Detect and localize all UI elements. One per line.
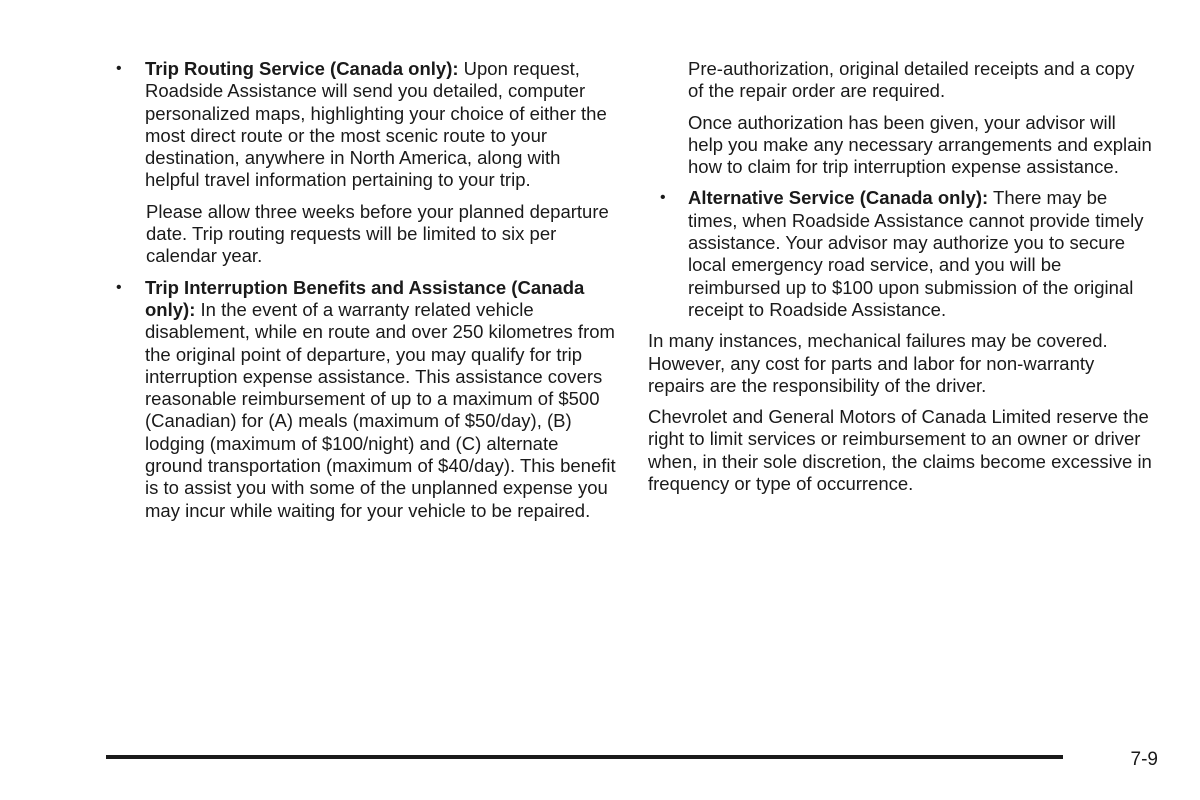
mechanical-failures-paragraph: In many instances, mechanical failures may be covered. However, any cost for parts and labor for non-warranty repairs are the responsibility of the driver. <box>648 330 1108 396</box>
bullet-icon: • <box>116 60 122 77</box>
page-number: 7-9 <box>1130 749 1158 770</box>
alternative-service-paragraph <box>688 187 1153 321</box>
bullet-icon: • <box>660 189 666 207</box>
left-column <box>116 58 616 531</box>
footer-rule <box>106 755 1063 759</box>
list-item-trip-interruption <box>116 277 616 522</box>
trip-routing-text: Upon request, Roadside Assistance will send you detailed, computer personalized maps, highlighting your choice of either the most direct route or the most scenic route to your destination, anywhere in North America, along with helpful travel information pertaining to your trip. <box>145 58 607 191</box>
bullet-icon: • <box>116 278 122 296</box>
alternative-service-title: Alternative Service (Canada only): <box>688 187 989 209</box>
preauthorization-paragraph: Pre-authorization, original detailed receipts and a copy of the repair order are required. <box>688 58 1135 102</box>
list-item-trip-routing <box>116 58 616 192</box>
trip-routing-paragraph <box>145 58 616 192</box>
trip-interruption-paragraph <box>145 277 616 522</box>
trip-routing-note: Please allow three weeks before your planned departure date. Trip routing requests will be limited to six per calendar year. <box>146 200 609 267</box>
trip-interruption-text: In the event of a warranty related vehicle disablement, while en route and over 250 kilometres from the original point of departure, you may qualify for trip interruption expense assistance. This assistance covers reasonable reimbursement of up to a maximum of $500 (Canadian) for (A) meals (maximum of $50/day), (B) lodging (maximum of $100/night) and (C) alternate ground transportation (maximum of $40/day). This benefit is to assist you with some of the unplanned expense you may incur while waiting for your vehicle to be repaired. <box>145 298 616 521</box>
reservation-paragraph: Chevrolet and General Motors of Canada Limited reserve the right to limit services or reimbursement to an owner or driver when, in their sole discretion, the claims become excessive in frequency or type of occurrence. <box>648 406 1152 495</box>
authorization-paragraph: Once authorization has been given, your advisor will help you make any necessary arrangements and explain how to claim for trip interruption expense assistance. <box>688 111 1152 178</box>
trip-interruption-title: Trip Interruption Benefits and Assistance (Canada only): <box>145 276 585 320</box>
right-column <box>648 58 1153 504</box>
list-item-alternative-service <box>648 187 1153 321</box>
alternative-service-text: There may be times, when Roadside Assistance cannot provide timely assistance. Your advisor may authorize you to secure local emergency road service, and you will be reimbursed up to $100 upon submission of the original receipt to Roadside Assistance. <box>688 187 1144 320</box>
trip-routing-title: Trip Routing Service (Canada only): <box>145 58 459 79</box>
